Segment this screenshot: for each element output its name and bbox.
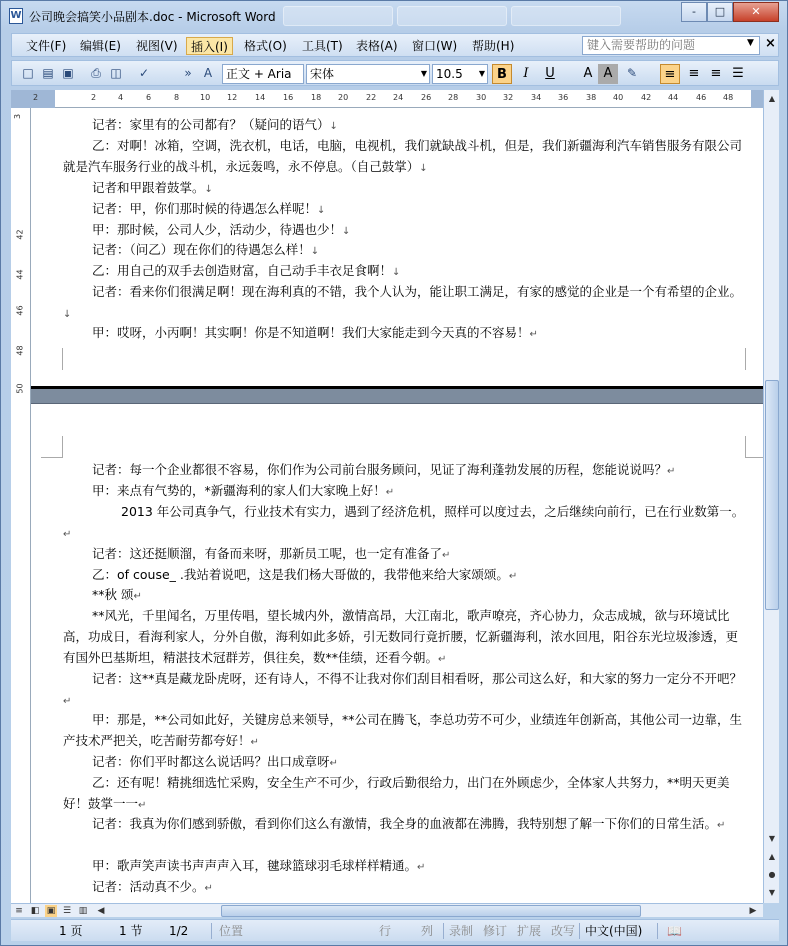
status-revise[interactable]: 修订	[483, 924, 508, 938]
ruler-tick: 12	[227, 93, 238, 102]
vruler-tick: 50	[15, 383, 25, 394]
menu-edit[interactable]: 编辑(E)	[80, 39, 121, 53]
status-line: 行	[379, 924, 392, 938]
ruler-tick: 2	[33, 93, 39, 102]
font-color-button[interactable]: A	[583, 66, 593, 81]
ruler-tick: 14	[255, 93, 266, 102]
font-size-value: 10.5	[436, 67, 463, 81]
ruler-tick: 40	[613, 93, 624, 102]
ruler-tick: 30	[476, 93, 487, 102]
styles-icon[interactable]: A	[203, 66, 213, 80]
ruler-tick: 10	[200, 93, 211, 102]
doc-paragraph[interactable]: 记者：这还挺顺溜，有备而来呀，那新员工呢，也一定有准备了↵	[92, 546, 451, 561]
vertical-ruler[interactable]	[11, 108, 31, 903]
doc-paragraph[interactable]: 记者和甲跟着鼓掌。↓	[92, 180, 213, 195]
ruler-tick: 6	[146, 93, 152, 102]
previous-page-icon[interactable]: ▲	[768, 852, 776, 861]
status-separator	[211, 923, 212, 939]
doc-paragraph[interactable]: 乙：用自己的双手去创造财富，自己动手丰衣足食啊！↓	[92, 263, 401, 278]
menu-file[interactable]: 文件(F)	[26, 39, 67, 53]
ruler-tick: 34	[531, 93, 542, 102]
font-size-select[interactable]	[432, 64, 488, 84]
ruler-tick: 26	[421, 93, 432, 102]
taskbar-ghost-1	[283, 6, 393, 26]
ruler-tick: 8	[174, 93, 180, 102]
status-language: 中文(中国)	[585, 924, 643, 938]
doc-paragraph[interactable]: 乙：对啊！冰箱，空调，洗衣机，电话，电脑，电视机，我们就缺战斗机，但是，我们新疆海利汽车销售服务有限公司就是汽车服务行业的战斗机，永远轰鸣，永不停息。（自己鼓掌）↓	[63, 138, 743, 174]
align-center-icon[interactable]: ≡	[688, 66, 700, 81]
scroll-down-icon[interactable]: ▼	[768, 834, 776, 843]
page-break-separator	[31, 386, 763, 404]
ruler-tick: 48	[723, 93, 734, 102]
ruler-tick: 32	[503, 93, 514, 102]
save-icon[interactable]: ▣	[62, 66, 74, 80]
menu-window[interactable]: 窗口(W)	[412, 39, 458, 53]
toolbar	[11, 60, 779, 86]
open-folder-icon[interactable]: ▤	[42, 66, 54, 80]
status-position: 位置	[219, 924, 244, 938]
font-value: 宋体	[310, 67, 335, 81]
status-page: 1 页	[59, 924, 83, 938]
horizontal-scrollbar[interactable]	[11, 903, 763, 917]
menu-view[interactable]: 视图(V)	[136, 39, 178, 53]
print-layout-icon[interactable]: ▣	[46, 906, 56, 916]
bold-button[interactable]: B	[492, 64, 512, 84]
font-select[interactable]	[306, 64, 430, 84]
print-preview-icon[interactable]: ◫	[110, 66, 122, 80]
chevron-down-icon: ▼	[478, 69, 485, 78]
taskbar-ghost-2	[397, 6, 507, 26]
doc-paragraph[interactable]: 记者：这**真是藏龙卧虎呀，还有诗人，不得不让我对你们刮目相看呀，那公司这么好，和大家的努力一定分不开吧？↵	[63, 671, 743, 707]
close-window-button[interactable]: ✕	[733, 2, 779, 22]
vruler-tick: 48	[15, 345, 25, 356]
status-extend[interactable]: 扩展	[517, 924, 542, 938]
scroll-left-icon[interactable]: ◀	[97, 906, 105, 916]
print-icon[interactable]: ⎙	[91, 66, 101, 80]
chevron-down-icon: ▼	[420, 69, 427, 78]
doc-paragraph[interactable]: 记者：看来你们很满足啊！现在海利真的不错，我个人认为，能让职工满足，有家的感觉的企业是一个有希望的企业。↓	[63, 284, 743, 320]
maximize-button[interactable]: □	[707, 2, 733, 22]
status-overtype[interactable]: 改写	[551, 924, 576, 938]
ruler-tick: 2	[91, 93, 97, 102]
window-title: 公司晚会搞笑小品剧本.doc - Microsoft Word	[29, 10, 276, 24]
page-corner-mark	[41, 348, 63, 370]
doc-paragraph[interactable]: 甲：那是，**公司如此好，关键房总来领导，**公司在腾飞，李总功劳不可少，业绩连年创新高，其他公司一边靠，生产技术严把关，吃苦耐劳都夸好！↵	[63, 712, 743, 748]
normal-view-icon[interactable]: ≡	[15, 906, 23, 916]
doc-paragraph[interactable]: 2013 年公司真争气，行业技术有实力，遇到了经济危机，照样可以度过去，之后继续向前行，已在行业数第一。↵	[63, 504, 745, 540]
horizontal-scrollbar-thumb[interactable]	[221, 905, 641, 917]
reading-view-icon[interactable]: ▥	[78, 906, 88, 916]
outline-view-icon[interactable]: ☰	[62, 906, 72, 916]
spelling-status-icon[interactable]: 📖	[667, 924, 682, 938]
ruler-tick: 46	[696, 93, 707, 102]
doc-paragraph[interactable]: 记者：（问乙）现在你们的待遇怎么样！↓	[92, 242, 320, 257]
menu-insert[interactable]: 插入(I)	[186, 37, 233, 55]
ruler-tick: 24	[393, 93, 404, 102]
ruler-tick: 42	[641, 93, 652, 102]
doc-paragraph[interactable]: 甲：哎呀，小丙啊！其实啊！你是不知道啊！我们大家能走到今天真的不容易！↵	[92, 325, 538, 340]
menu-table[interactable]: 表格(A)	[356, 39, 398, 53]
status-column: 列	[421, 924, 434, 938]
horizontal-ruler[interactable]	[11, 90, 763, 108]
status-section: 1 节	[119, 924, 143, 938]
ruler-margin-right	[751, 90, 763, 108]
vruler-tick: 42	[15, 229, 25, 240]
align-right-icon[interactable]: ≡	[710, 66, 722, 81]
spelling-icon[interactable]: ✓	[138, 66, 150, 80]
help-search-input[interactable]: 键入需要帮助的问题	[582, 36, 760, 55]
doc-paragraph[interactable]: 记者：每一个企业都很不容易，你们作为公司前台服务顾问，见证了海利蓬勃发展的历程，您能说说吗？↵	[92, 462, 676, 477]
scroll-up-icon[interactable]: ▲	[768, 94, 776, 103]
status-record[interactable]: 录制	[449, 924, 474, 938]
doc-paragraph[interactable]: 记者：活动真不少。↵	[92, 879, 213, 894]
phonetic-guide-icon[interactable]: ✎	[626, 66, 638, 80]
menu-tools[interactable]: 工具(T)	[302, 39, 343, 53]
web-view-icon[interactable]: ◧	[30, 906, 40, 916]
ruler-tick: 38	[586, 93, 597, 102]
page-corner-mark	[745, 348, 763, 370]
ruler-tick: 20	[338, 93, 349, 102]
doc-paragraph[interactable]: 记者：家里有的公司都有？（疑问的语气）↓	[92, 117, 338, 132]
distribute-icon[interactable]: ☰	[732, 66, 744, 81]
style-select[interactable]	[222, 64, 304, 84]
minimize-button[interactable]: -	[681, 2, 707, 22]
menu-help[interactable]: 帮助(H)	[472, 39, 515, 53]
status-separator	[443, 923, 444, 939]
vruler-tick: 44	[15, 269, 25, 280]
ruler-tick: 4	[118, 93, 124, 102]
ruler-tick: 16	[283, 93, 294, 102]
status-separator	[579, 923, 580, 939]
italic-button[interactable]: I	[523, 66, 529, 81]
doc-paragraph[interactable]: **秋 颂↵	[92, 587, 142, 602]
status-separator	[657, 923, 658, 939]
document-area[interactable]	[31, 108, 763, 903]
doc-paragraph[interactable]: **风光，千里闻名，万里传唱，望长城内外，激情高昂，大江南北，歌声嘹亮，齐心协力，众志成城，欲与环境试比高，功成日，看海利家人，分外自傲，海利如此多娇，引无数同行竟折腰，忆新疆海利，浓水回甩，阳谷东光垃圾渗透，更有国外巴基斯坦，精湛技术冠群芳，俱往矣，数**佳绩，还看今朝。↵	[63, 608, 739, 665]
underline-button[interactable]: U	[545, 66, 555, 81]
status-bar	[11, 919, 779, 941]
browse-object-icon[interactable]: ●	[768, 870, 776, 879]
doc-paragraph[interactable]: 记者：你们平时都这么说话吗？出口成章呀↵	[92, 754, 338, 769]
doc-paragraph[interactable]: 乙：of couse_ .我站着说吧，这是我们杨大哥做的，我带他来给大家颂颂。↵	[92, 567, 518, 582]
chevron-down-icon[interactable]: ▼	[747, 38, 754, 48]
ruler-tick: 22	[366, 93, 377, 102]
style-value: 正文 + Aria	[226, 67, 292, 81]
align-justify-icon[interactable]: ≡	[660, 64, 680, 84]
doc-paragraph[interactable]: 甲：来点有气势的，*新疆海利的家人们大家晚上好！↵	[92, 483, 395, 498]
vertical-scrollbar[interactable]	[763, 90, 779, 903]
title-bar	[1, 1, 787, 31]
page-corner-mark	[41, 436, 63, 458]
close-document-icon[interactable]: ×	[765, 36, 776, 51]
ruler-tick: 44	[668, 93, 679, 102]
word-doc-icon[interactable]: W	[9, 8, 23, 24]
menu-format[interactable]: 格式(O)	[244, 39, 287, 53]
doc-paragraph[interactable]: 记者：甲，你们那时候的待遇怎么样呢！↓	[92, 201, 326, 216]
ruler-tick: 36	[558, 93, 569, 102]
ruler-tick: 28	[448, 93, 459, 102]
new-document-icon[interactable]: □	[22, 66, 34, 80]
vruler-tick: 3	[13, 113, 23, 120]
next-page-icon[interactable]: ▼	[768, 888, 776, 897]
doc-paragraph[interactable]: 甲：歌声笑声读书声声声入耳，毽球篮球羽毛球样样精通。↵	[92, 858, 426, 873]
doc-paragraph[interactable]: 记者：我真为你们感到骄傲，看到你们这么有激情，我全身的血液都在沸腾，我特别想了解一下你们的日常生活。↵	[92, 816, 726, 831]
ruler-tick: 18	[311, 93, 322, 102]
taskbar-ghost-3	[511, 6, 621, 26]
page-corner-mark	[745, 436, 763, 458]
char-shading-button[interactable]: A	[598, 64, 618, 84]
scroll-right-icon[interactable]: ▶	[749, 906, 757, 916]
doc-paragraph[interactable]: 甲：那时候，公司人少，活动少，待遇也少！↓	[92, 222, 351, 237]
scrollbar-thumb[interactable]	[765, 380, 779, 610]
toolbar-options-icon[interactable]: »	[184, 66, 192, 80]
vruler-tick: 46	[15, 305, 25, 316]
status-page-of: 1/2	[169, 924, 189, 938]
doc-paragraph[interactable]: 乙：还有呢！精挑细选忙采购，安全生产不可少，行政后勤很给力，出门在外顾虑少，全体家人共努力，**明天更美好！鼓掌一一↵	[63, 775, 730, 811]
